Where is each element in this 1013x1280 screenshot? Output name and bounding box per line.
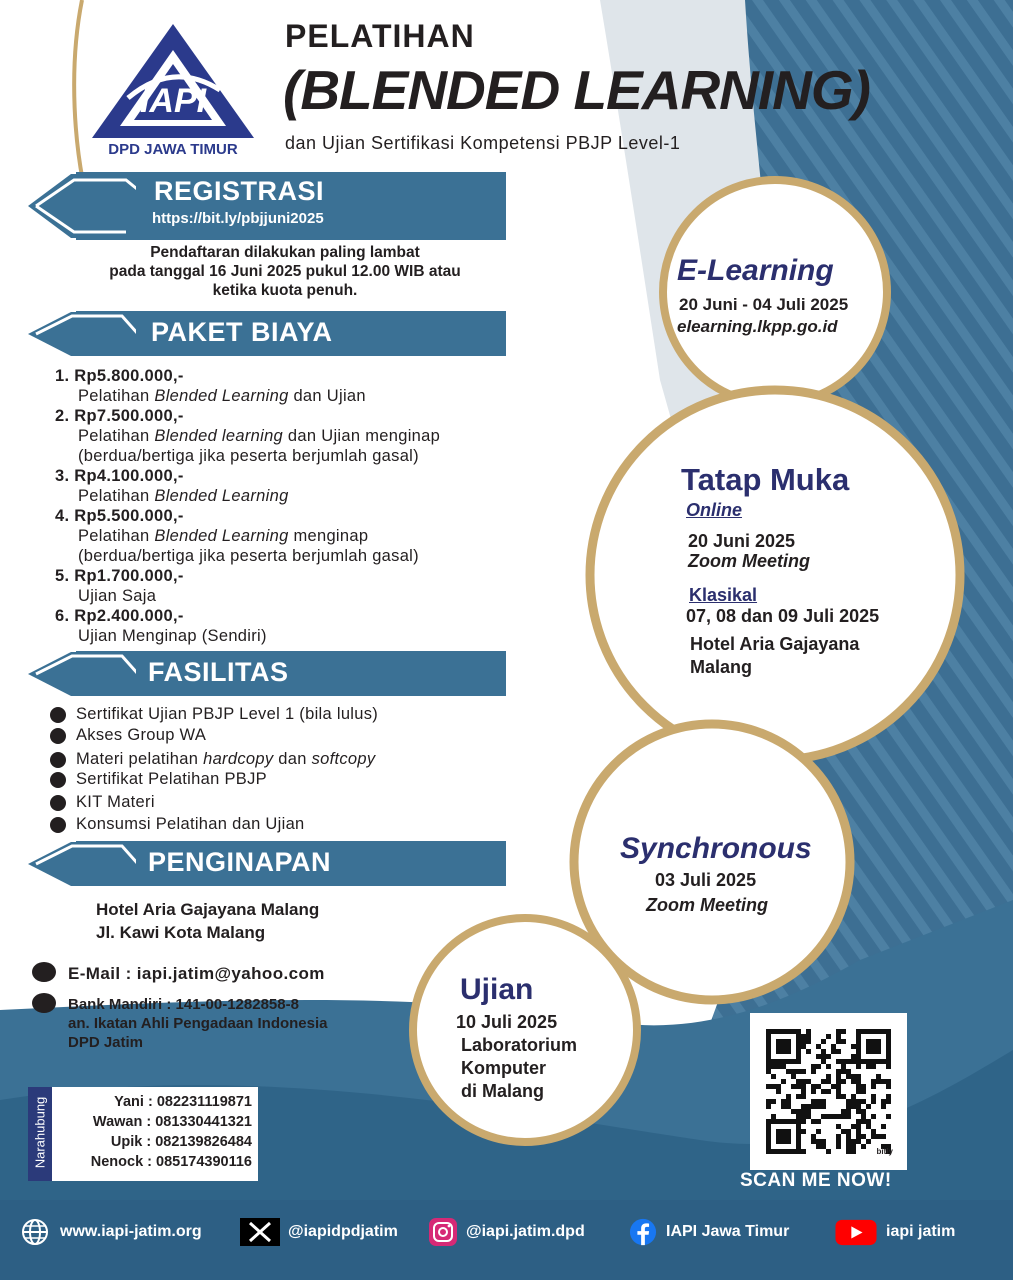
qr-module (801, 1089, 806, 1094)
qr-module (801, 1104, 806, 1109)
online-date: 20 Juni 2025 (688, 531, 796, 551)
qr-module (811, 1104, 816, 1109)
qr-module (836, 1124, 841, 1129)
paket-item-4: 4. Rp5.500.000,- (55, 507, 184, 525)
qr-module (826, 1054, 831, 1059)
qr-module (836, 1059, 841, 1064)
qr-module (801, 1044, 806, 1049)
qr-module (816, 1119, 821, 1124)
qr-module (796, 1109, 801, 1114)
qr-module (861, 1134, 866, 1139)
qr-module (766, 1069, 771, 1074)
qr-module (836, 1139, 841, 1144)
qr-module (841, 1039, 846, 1044)
qr-caption: SCAN ME NOW! (740, 1170, 892, 1191)
qr-module (861, 1084, 866, 1089)
qr-module (861, 1114, 866, 1119)
qr-module (886, 1079, 891, 1084)
qr-module (841, 1029, 846, 1034)
qr-module (766, 1104, 771, 1109)
qr-module (871, 1129, 876, 1134)
qr-module (841, 1129, 846, 1134)
qr-module (841, 1094, 846, 1099)
qr-module (836, 1039, 841, 1044)
paket-heading: PAKET BIAYA (151, 317, 333, 347)
qr-module (836, 1144, 841, 1149)
qr-module (841, 1109, 846, 1114)
qr-module (821, 1144, 826, 1149)
registrasi-note: Pendaftaran dilakukan paling lambat pada tanggal 16 Juni 2025 pukul 12.00 WIB atau ketika kuota penuh. (109, 244, 461, 299)
elearning-date: 20 Juni - 04 Juli 2025 (679, 295, 849, 314)
qr-module (856, 1129, 861, 1134)
synchronous-title: Synchronous (620, 832, 812, 865)
email-text[interactable]: E-Mail : iapi.jatim@yahoo.com (68, 964, 325, 983)
footer-facebook[interactable]: IAPI Jawa Timur (628, 1218, 789, 1246)
qr-module (846, 1104, 851, 1109)
qr-module (886, 1114, 891, 1119)
qr-module (811, 1119, 816, 1124)
qr-module (811, 1089, 816, 1094)
paket-item-1: 1. Rp5.800.000,- (55, 367, 184, 385)
qr-module (871, 1094, 876, 1099)
qr-module (866, 1119, 871, 1124)
qr-module (801, 1069, 806, 1074)
qr-module (796, 1114, 801, 1119)
qr-module (851, 1144, 856, 1149)
qr-module (856, 1079, 861, 1084)
qr-module (806, 1109, 811, 1114)
x-icon (240, 1218, 280, 1246)
qr-module (791, 1084, 796, 1089)
qr-module (846, 1129, 851, 1134)
paket-item-6: 6. Rp2.400.000,- (55, 607, 184, 625)
paket-item-5: 5. Rp1.700.000,- (55, 567, 184, 585)
online-place: Zoom Meeting (688, 551, 810, 571)
footer-x[interactable]: @iapidpdjatim (240, 1218, 398, 1246)
klasikal-place: Hotel Aria Gajayana Malang (690, 634, 860, 677)
qr-module (841, 1079, 846, 1084)
qr-module (856, 1134, 861, 1139)
qr-module (801, 1039, 806, 1044)
qr-module (816, 1064, 821, 1069)
qr-module (836, 1074, 841, 1079)
qr-module (841, 1059, 846, 1064)
qr-module (841, 1064, 846, 1069)
qr-module (861, 1099, 866, 1104)
qr-module (831, 1084, 836, 1089)
qr-module (871, 1134, 876, 1139)
qr-module (811, 1064, 816, 1069)
qr-module (856, 1119, 861, 1124)
qr-module (811, 1099, 816, 1104)
qr-module (826, 1089, 831, 1094)
tatap-muka-circle (590, 390, 960, 760)
paket-item-2: 2. Rp7.500.000,- (55, 407, 184, 425)
qr-code-frame[interactable] (750, 1013, 907, 1170)
qr-module (836, 1084, 841, 1089)
qr-module (836, 1094, 841, 1099)
qr-finder (866, 1039, 881, 1054)
qr-module (846, 1074, 851, 1079)
qr-module (821, 1079, 826, 1084)
qr-module (821, 1089, 826, 1094)
qr-module (866, 1139, 871, 1144)
qr-module (816, 1144, 821, 1149)
qr-module (816, 1099, 821, 1104)
title-line1: PELATIHAN (285, 18, 475, 54)
contact-row: Upik : 082139826484 (110, 1134, 252, 1150)
qr-module (806, 1104, 811, 1109)
qr-module (811, 1139, 816, 1144)
globe-icon (18, 1218, 52, 1246)
paket-list: 1. Rp5.800.000,- Pelatihan Blended Learning dan Ujian 2. Rp7.500.000,- Pelatihan Blended learning dan Ujian menginap (berdua/bertiga jika peserta berjumlah gasal) 3. Rp4.100.000,- Pelatihan Blended Learning 4. Rp5.500.000,- Pelatihan Blended Learning menginap (berdua/bertiga jika peserta berjumlah gasal) 5. Rp1.700.000,- Ujian Saja 6. Rp2.400.000,- Ujian Menginap (Sendiri) (55, 367, 441, 645)
qr-module (786, 1094, 791, 1099)
qr-module (881, 1079, 886, 1084)
fasilitas-item-3: Materi pelatihan hardcopy dan softcopy (50, 750, 375, 769)
qr-module (871, 1099, 876, 1104)
qr-module (851, 1054, 856, 1059)
qr-module (866, 1124, 871, 1129)
qr-module (846, 1099, 851, 1104)
qr-module (836, 1034, 841, 1039)
qr-module (876, 1074, 881, 1079)
qr-module (821, 1114, 826, 1119)
online-label: Online (686, 500, 743, 520)
narahubung-tab: Narahubung (28, 1087, 52, 1181)
qr-module (836, 1134, 841, 1139)
qr-module (781, 1104, 786, 1109)
qr-module (801, 1119, 806, 1124)
qr-module (831, 1114, 836, 1119)
qr-module (876, 1134, 881, 1139)
qr-module (846, 1144, 851, 1149)
qr-module (881, 1104, 886, 1109)
qr-module (836, 1114, 841, 1119)
qr-module (771, 1099, 776, 1104)
qr-module (851, 1099, 856, 1104)
qr-module (811, 1069, 816, 1074)
qr-module (871, 1084, 876, 1089)
qr-module (781, 1099, 786, 1104)
qr-module (786, 1069, 791, 1074)
qr-module (886, 1094, 891, 1099)
qr-module (791, 1109, 796, 1114)
qr-module (886, 1084, 891, 1089)
qr-module (826, 1074, 831, 1079)
qr-module (846, 1069, 851, 1074)
qr-module (861, 1109, 866, 1114)
qr-module (851, 1104, 856, 1109)
qr-module (861, 1144, 866, 1149)
qr-module (776, 1089, 781, 1094)
qr-module (866, 1064, 871, 1069)
qr-brand: bitly (876, 1147, 893, 1156)
qr-module (851, 1059, 856, 1064)
qr-module (806, 1049, 811, 1054)
footer-instagram[interactable]: @iapi.jatim.dpd (428, 1218, 585, 1246)
qr-module (816, 1054, 821, 1059)
logo-caption: DPD JAWA TIMUR (108, 141, 238, 158)
qr-module (801, 1034, 806, 1039)
qr-module (846, 1059, 851, 1064)
footer-youtube[interactable]: iapi jatim (834, 1218, 955, 1246)
ujian-title: Ujian (460, 973, 534, 1006)
contact-row: Nenock : 085174390116 (90, 1154, 252, 1170)
qr-module (841, 1114, 846, 1119)
qr-finder (776, 1039, 791, 1054)
qr-module (771, 1064, 776, 1069)
paket-item-3: 3. Rp4.100.000,- (55, 467, 184, 485)
qr-module (856, 1064, 861, 1069)
elearning-site[interactable]: elearning.lkpp.go.id (677, 317, 838, 336)
qr-module (766, 1099, 771, 1104)
qr-module (826, 1079, 831, 1084)
fasilitas-item-2: Akses Group WA (50, 726, 206, 745)
qr-module (846, 1109, 851, 1114)
qr-module (851, 1074, 856, 1079)
qr-module (781, 1064, 786, 1069)
qr-module (821, 1039, 826, 1044)
qr-module (851, 1044, 856, 1049)
qr-module (841, 1069, 846, 1074)
qr-module (836, 1029, 841, 1034)
qr-module (831, 1044, 836, 1049)
qr-module (766, 1064, 771, 1069)
qr-module (816, 1139, 821, 1144)
qr-module (866, 1104, 871, 1109)
qr-module (846, 1114, 851, 1119)
youtube-icon (834, 1218, 878, 1246)
qr-module (786, 1099, 791, 1104)
qr-module (856, 1084, 861, 1089)
qr-module (786, 1104, 791, 1109)
qr-module (801, 1114, 806, 1119)
qr-module (856, 1109, 861, 1114)
qr-module (816, 1044, 821, 1049)
qr-module (861, 1119, 866, 1124)
qr-module (781, 1079, 786, 1084)
qr-module (851, 1139, 856, 1144)
qr-module (806, 1114, 811, 1119)
qr-finder (776, 1129, 791, 1144)
qr-module (851, 1079, 856, 1084)
qr-module (836, 1049, 841, 1054)
qr-module (871, 1079, 876, 1084)
qr-module (821, 1104, 826, 1109)
qr-module (801, 1109, 806, 1114)
qr-module (796, 1069, 801, 1074)
qr-module (871, 1064, 876, 1069)
qr-module (791, 1069, 796, 1074)
facebook-icon (628, 1218, 658, 1246)
qr-module (791, 1074, 796, 1079)
registrasi-link[interactable]: https://bit.ly/pbjjuni2025 (152, 210, 324, 227)
qr-module (806, 1079, 811, 1084)
qr-module (881, 1124, 886, 1129)
qr-module (806, 1034, 811, 1039)
fasilitas-item-4: Sertifikat Pelatihan PBJP (50, 770, 267, 789)
qr-module (856, 1104, 861, 1109)
klasikal-date: 07, 08 dan 09 Juli 2025 (686, 606, 880, 626)
qr-module (811, 1134, 816, 1139)
qr-module (856, 1099, 861, 1104)
qr-module (856, 1124, 861, 1129)
bank-info: Bank Mandiri : 141-00-1282858-8 an. Ikatan Ahli Pengadaan Indonesia DPD Jatim (68, 996, 328, 1051)
qr-module (876, 1079, 881, 1084)
qr-module (856, 1074, 861, 1079)
qr-module (821, 1054, 826, 1059)
qr-module (846, 1139, 851, 1144)
qr-module (796, 1084, 801, 1089)
qr-module (826, 1114, 831, 1119)
qr-module (801, 1129, 806, 1134)
elearning-circle (663, 180, 887, 404)
registrasi-heading: REGISTRASI (154, 176, 325, 206)
qr-module (881, 1099, 886, 1104)
qr-module (806, 1029, 811, 1034)
qr-module (826, 1064, 831, 1069)
contact-row: Wawan : 081330441321 (92, 1114, 252, 1130)
fasilitas-item-6: Konsumsi Pelatihan dan Ujian (50, 815, 305, 834)
qr-module (846, 1134, 851, 1139)
subtitle: dan Ujian Sertifikasi Kompetensi PBJP Level-1 (285, 133, 681, 153)
qr-module (801, 1094, 806, 1099)
qr-module (826, 1034, 831, 1039)
qr-module (851, 1149, 856, 1154)
qr-module (816, 1104, 821, 1109)
synchronous-place: Zoom Meeting (646, 895, 768, 915)
footer-website[interactable]: www.iapi-jatim.org (18, 1218, 202, 1246)
qr-module (861, 1089, 866, 1094)
contact-row: Yani : 082231119871 (114, 1094, 252, 1110)
qr-module (886, 1099, 891, 1104)
qr-module (836, 1069, 841, 1074)
qr-module (806, 1039, 811, 1044)
qr-module (771, 1074, 776, 1079)
qr-module (771, 1114, 776, 1119)
qr-module (816, 1084, 821, 1089)
elearning-title: E-Learning (677, 254, 834, 287)
qr-module (851, 1094, 856, 1099)
qr-module (826, 1149, 831, 1154)
ujian-details: 10 Juli 2025 Laboratorium Komputer di Malang (456, 1012, 578, 1101)
qr-module (856, 1139, 861, 1144)
penginapan-heading: PENGINAPAN (148, 847, 332, 877)
qr-module (816, 1129, 821, 1134)
logo-text: IAPI (139, 82, 207, 120)
instagram-icon (428, 1218, 458, 1246)
qr-module (776, 1084, 781, 1089)
fasilitas-item-5: KIT Materi (50, 793, 155, 812)
qr-module (881, 1134, 886, 1139)
qr-module (771, 1084, 776, 1089)
title-line2: (BLENDED LEARNING) (283, 59, 870, 121)
qr-module (846, 1149, 851, 1154)
qr-module (821, 1059, 826, 1064)
qr-module (851, 1124, 856, 1129)
qr-module (766, 1084, 771, 1089)
tatap-muka-title: Tatap Muka (681, 462, 850, 497)
qr-module (836, 1079, 841, 1084)
qr-module (836, 1089, 841, 1094)
penginapan-address: Hotel Aria Gajayana Malang Jl. Kawi Kota Malang (96, 900, 320, 942)
qr-module (856, 1089, 861, 1094)
synchronous-date: 03 Juli 2025 (655, 870, 757, 890)
qr-module (821, 1139, 826, 1144)
qr-module (831, 1049, 836, 1054)
qr-module (821, 1049, 826, 1054)
klasikal-label: Klasikal (689, 585, 758, 605)
qr-module (801, 1149, 806, 1154)
fasilitas-heading: FASILITAS (148, 657, 289, 687)
qr-module (871, 1114, 876, 1119)
fasilitas-item-1: Sertifikat Ujian PBJP Level 1 (bila lulus) (50, 705, 378, 724)
qr-module (801, 1084, 806, 1089)
qr-module (886, 1064, 891, 1069)
qr-module (801, 1079, 806, 1084)
qr-module (776, 1064, 781, 1069)
qr-module (796, 1094, 801, 1099)
qr-module (796, 1079, 801, 1084)
qr-module (821, 1099, 826, 1104)
qr-module (811, 1084, 816, 1089)
